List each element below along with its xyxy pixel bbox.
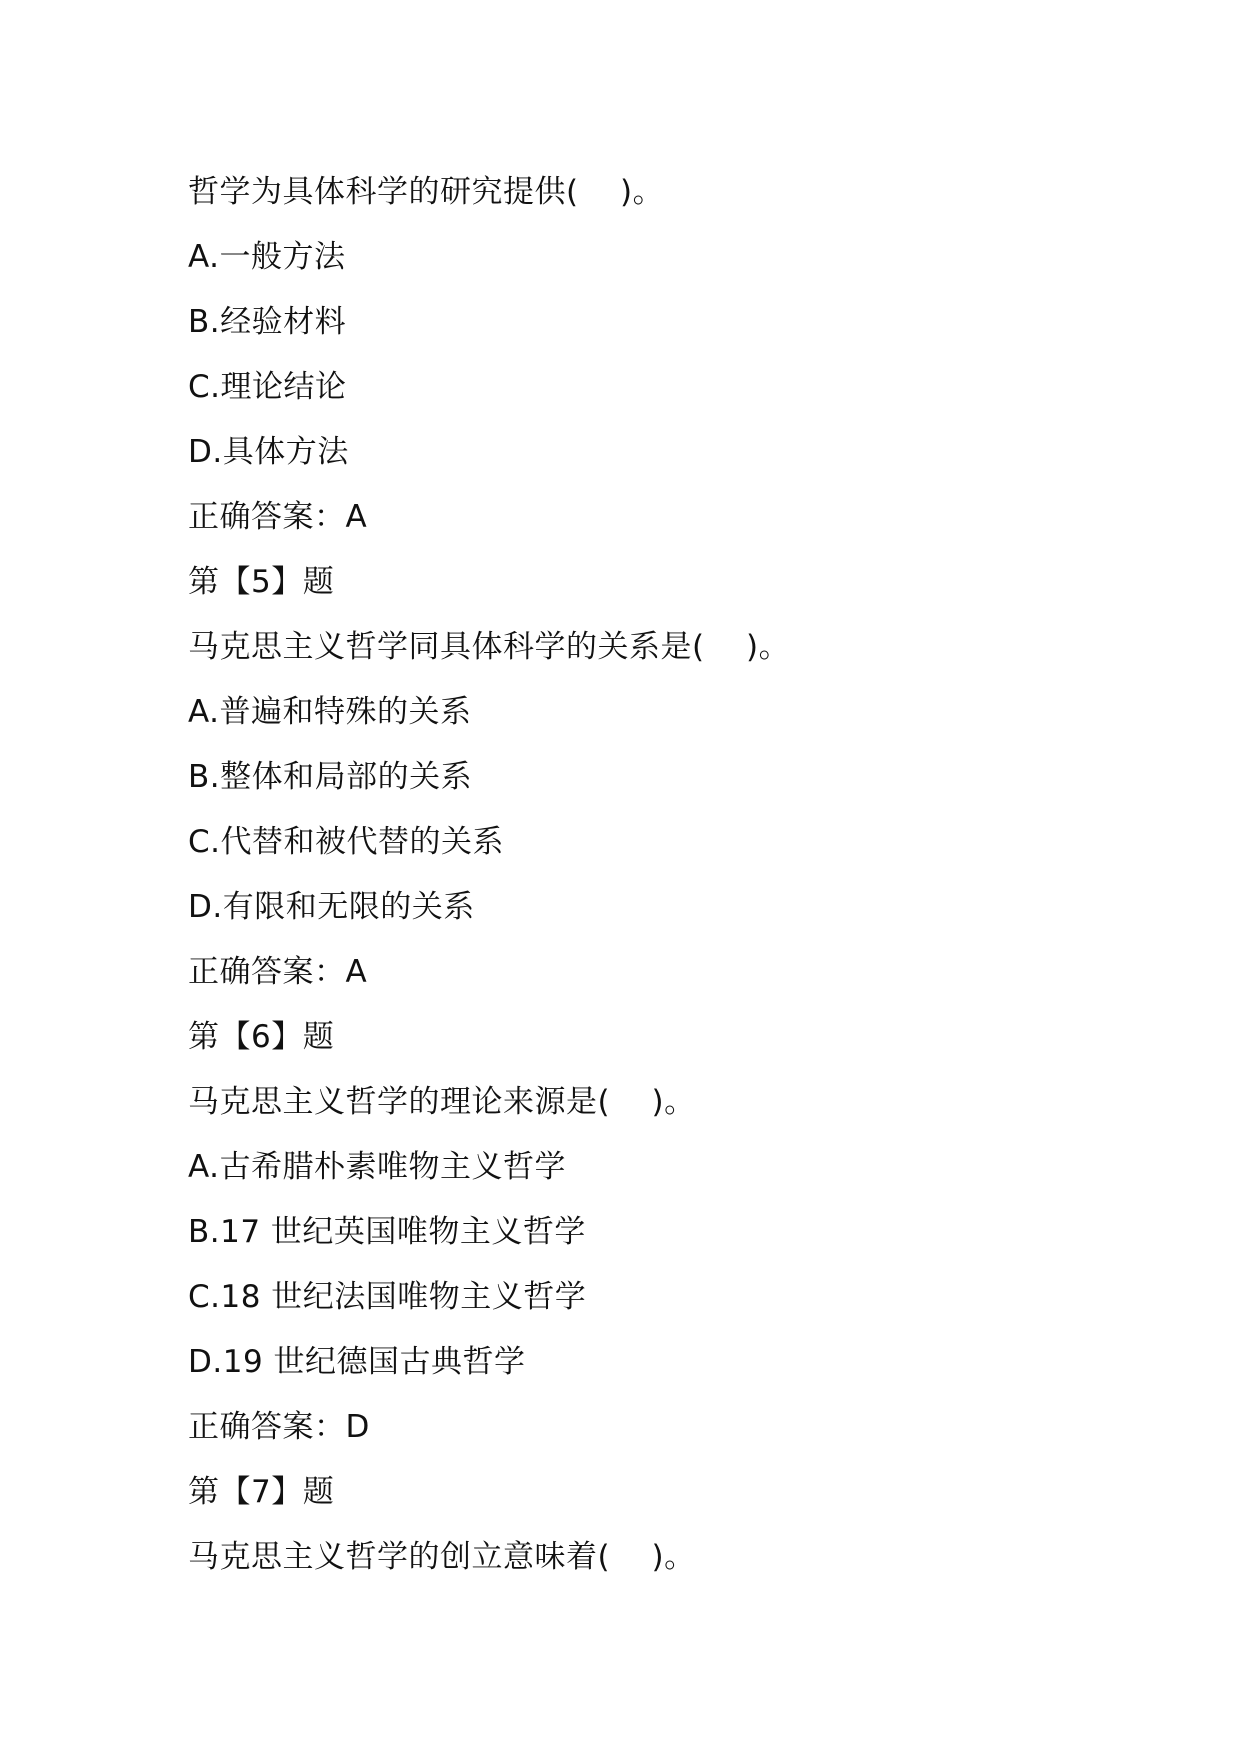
question-4-option-c: C.理论结论	[188, 369, 347, 405]
question-6-option-c: C.18 世纪法国唯物主义哲学	[188, 1279, 587, 1315]
question-5-option-c: C.代替和被代替的关系	[188, 824, 504, 860]
question-4-answer: 正确答案：A	[188, 499, 368, 535]
question-5-option-b: B.整体和局部的关系	[188, 759, 473, 795]
question-6-stem: 马克思主义哲学的理论来源是( )。	[188, 1084, 696, 1120]
question-4-stem: 哲学为具体科学的研究提供( )。	[188, 174, 665, 210]
question-6-option-b: B.17 世纪英国唯物主义哲学	[188, 1214, 586, 1250]
question-4-option-d: D.具体方法	[188, 434, 349, 470]
question-7-heading: 第【7】题	[188, 1474, 335, 1510]
question-4-option-b: B.经验材料	[188, 304, 347, 340]
question-6-answer: 正确答案：D	[188, 1409, 370, 1445]
question-5-stem: 马克思主义哲学同具体科学的关系是( )。	[188, 629, 791, 665]
question-content	[188, 160, 1148, 1590]
question-6-option-a: A.古希腊朴素唯物主义哲学	[188, 1149, 567, 1185]
question-6-heading: 第【6】题	[188, 1019, 335, 1055]
question-5-option-a: A.普遍和特殊的关系	[188, 694, 472, 730]
question-5-heading: 第【5】题	[188, 564, 335, 600]
question-5-option-d: D.有限和无限的关系	[188, 889, 475, 925]
question-6-option-d: D.19 世纪德国古典哲学	[188, 1344, 526, 1380]
question-5-answer: 正确答案：A	[188, 954, 368, 990]
question-4-option-a: A.一般方法	[188, 239, 346, 275]
question-7-stem: 马克思主义哲学的创立意味着( )。	[188, 1539, 696, 1575]
